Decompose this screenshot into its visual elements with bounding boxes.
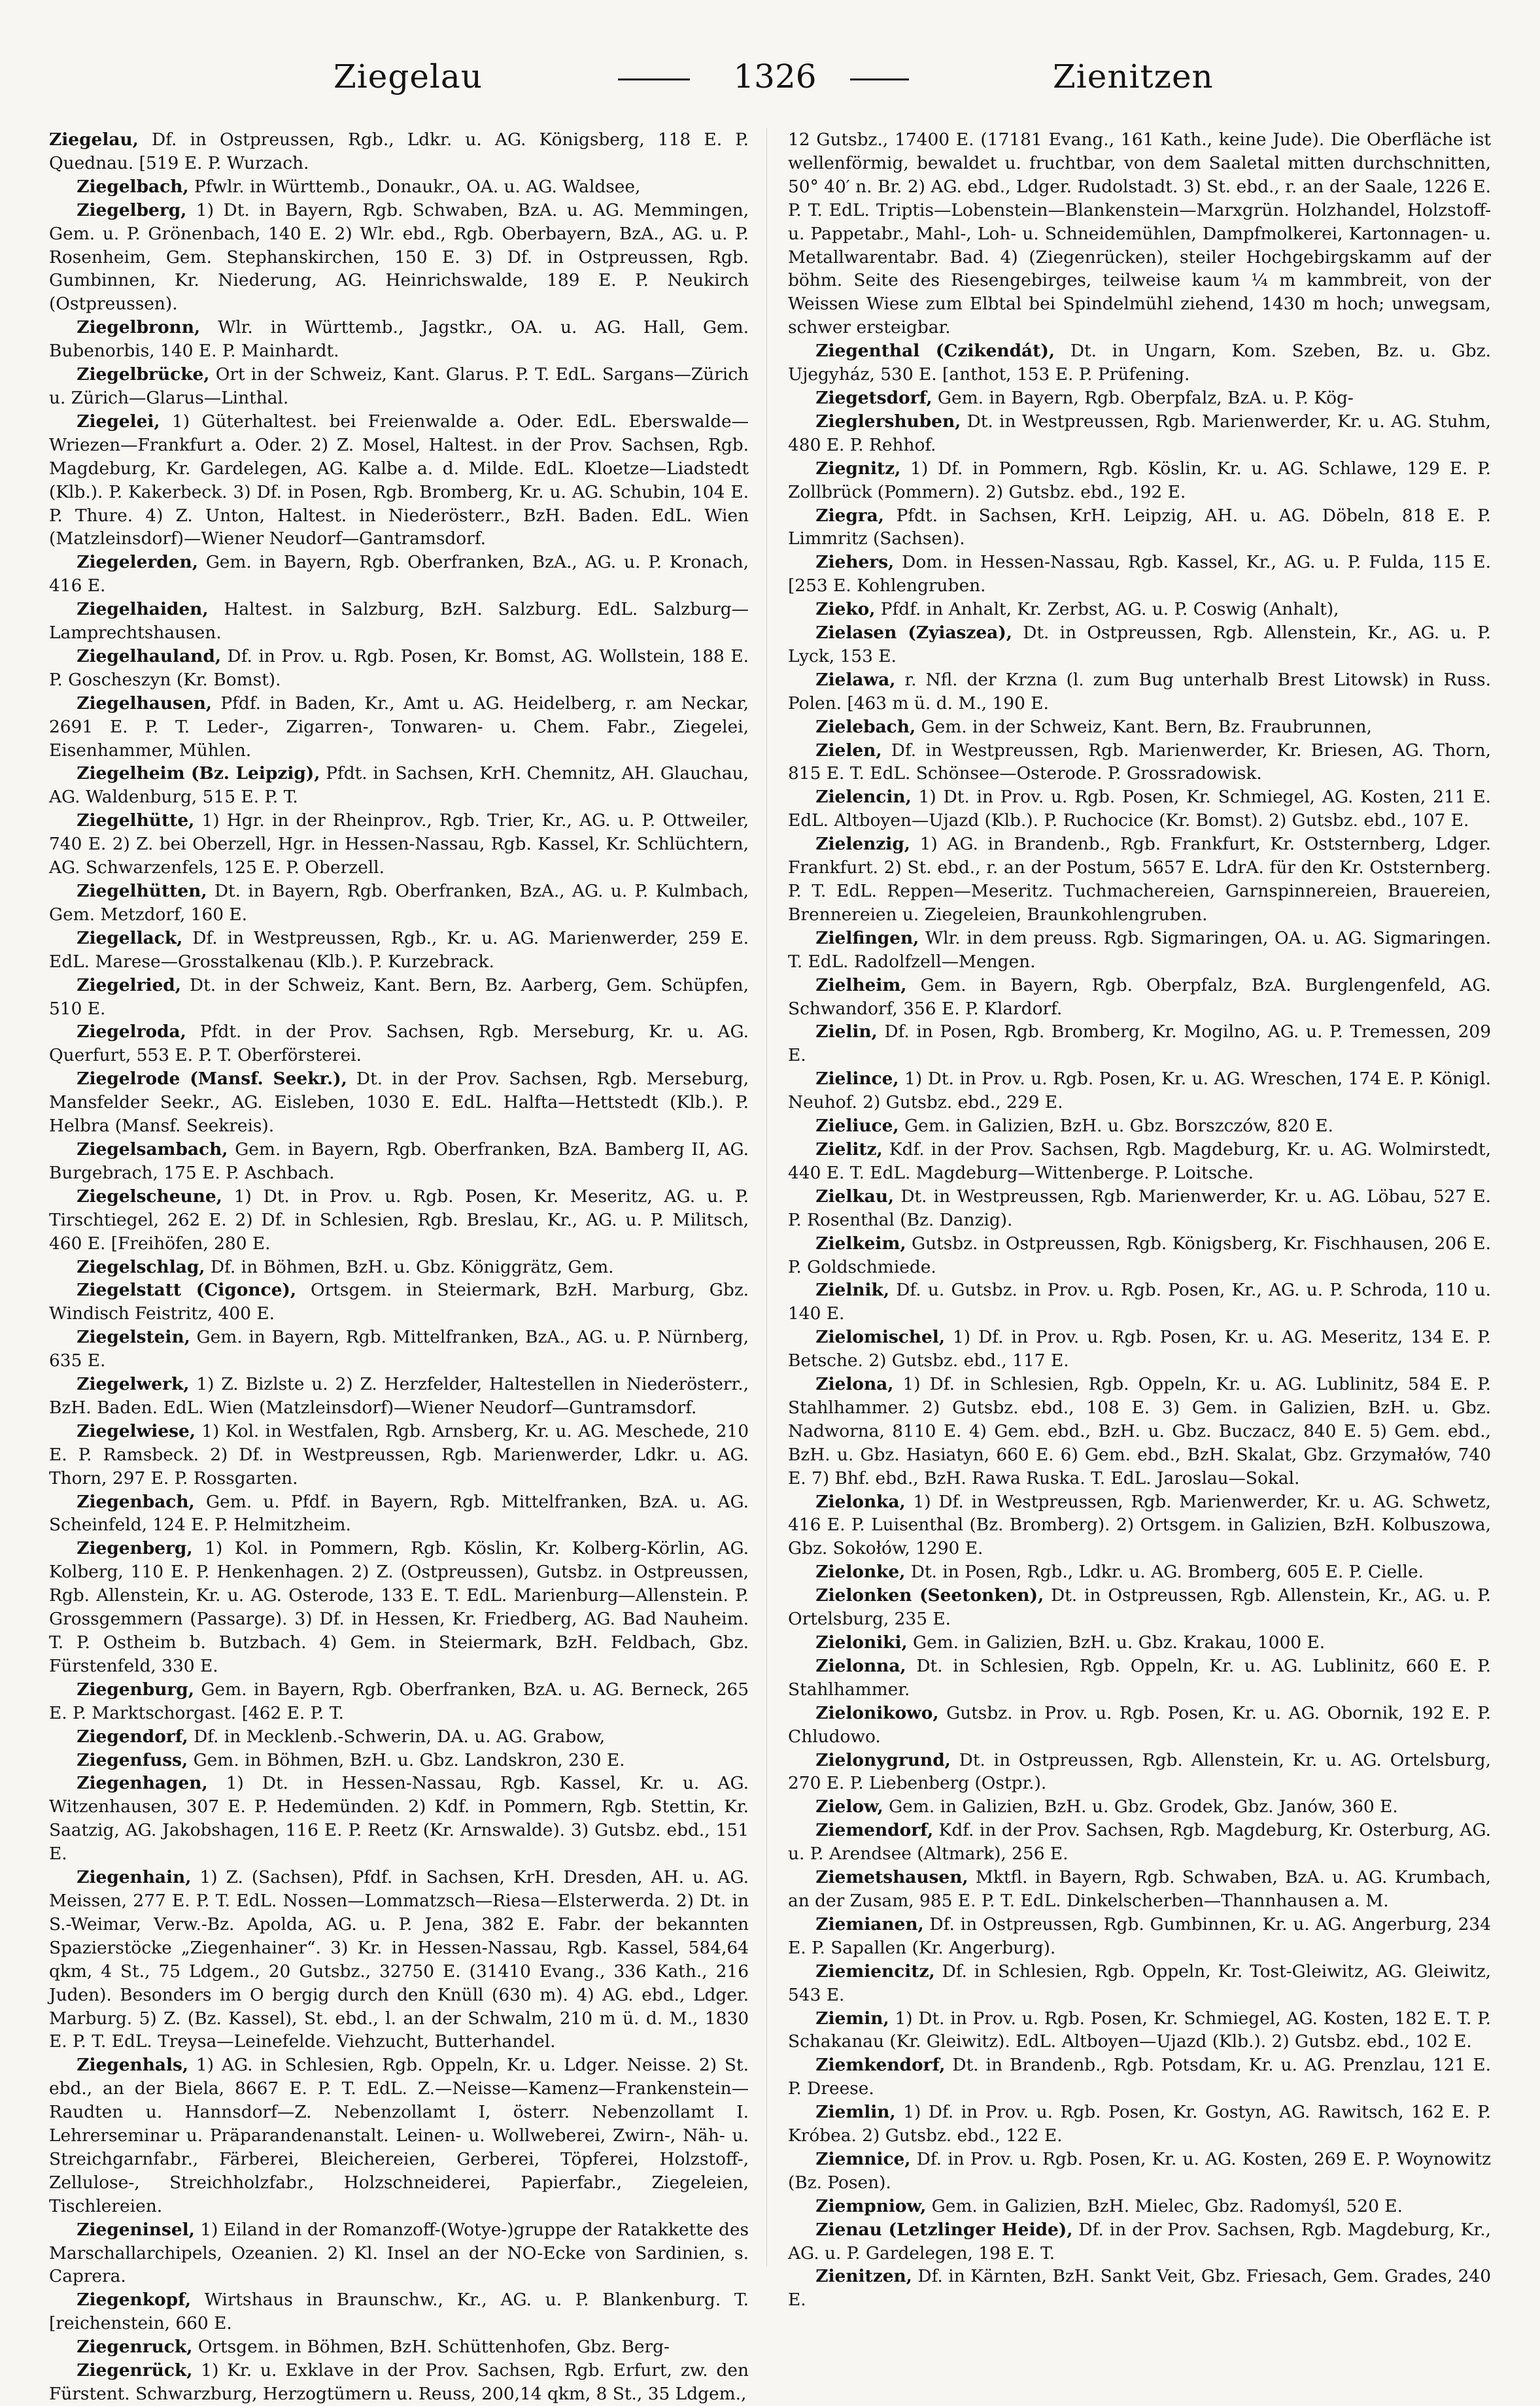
dictionary-entry [49,809,749,880]
dictionary-entry [788,621,1491,668]
entry-headword: Ziemkendorf, [815,2055,946,2076]
entry-headword: Ziegelwerk, [77,1374,190,1395]
entry-text: 1) Dt. in Prov. u. Rgb. Posen, Kr. Schmiegel, AG. Kosten, 182 E. T. P. Schakanau (Kr. Gleiwitz). EdL. Altboyen—Ujazd (Klb.). 2) Gutsbz. ebd., 102 E. [788,2008,1491,2052]
entry-headword: Zielkau, [815,1186,895,1207]
entry-text: 1) AG. in Schlesien, Rgb. Oppeln, Kr. u. Ldger. Neisse. 2) St. ebd., an der Biela, 8667 E. P. T. EdL. Z.—Neisse—Kamenz—Frankenstein—Raudten u. Hannsdorf—Z. Nebenzollamt I, österr. Nebenzollamt I. Lehrerseminar u. Präparandenanstalt. Leinen- u. Wollweberei, Zwirn-, Näh- u. Streichgarnfabr., Färberei, Bleichereien, Gerberei, Töpferei, Holzstoff-, Zellulose-, Streichholzfabr., Holzschneiderei, Papierfabr., Ziegeleien, Tischlereien. [49,2055,749,2216]
entry-headword: Ziegenhagen, [77,1773,208,1794]
dictionary-entry [49,2218,749,2289]
entry-headword: Zielheim, [815,974,907,995]
entry-text: Gem. in Bayern, Rgb. Oberpfalz, BzA. Burglengenfeld, AG. Schwandorf, 356 E. P. Klardorf. [788,974,1491,1019]
entry-headword: Zieloniki, [815,1632,908,1653]
entry-text: 1) Hgr. in der Rheinprov., Rgb. Trier, Kr., AG. u. P. Ottweiler, 740 E. 2) Z. bei Oberzell, Hgr. in Hessen-Nassau, Rgb. Kassel, Kr. Schlüchtern, AG. Schwarzenfels, 125 E. P. Oberzell. [49,810,749,878]
left-column [49,128,749,2404]
dictionary-entry [788,457,1491,504]
entry-headword: Ziegenruck, [77,2337,193,2358]
entry-text: Gutsbz. in Prov. u. Rgb. Posen, Kr. u. AG. Obornik, 192 E. P. Chludowo. [788,1702,1492,1747]
entry-headword: Ziegelhaiden, [77,599,209,620]
entry-headword: Ziemin, [815,2008,889,2029]
entry-headword: Zielow, [815,1796,883,1817]
right-column [788,128,1492,2311]
dictionary-entry [49,645,749,692]
dictionary-entry [49,1185,749,1256]
dictionary-entry [49,2288,749,2335]
entry-text: Df. u. Gutsbz. in Prov. u. Rgb. Posen, Kr., AG. u. P. Schroda, 110 u. 140 E. [788,1280,1491,1324]
dictionary-entry [788,1020,1491,1067]
dictionary-entry [788,785,1491,833]
dictionary-entry [788,1960,1491,2007]
entry-text: Gem. in Böhmen, BzH. u. Gbz. Landskron, 230 E. [193,1749,625,1770]
dictionary-entry [49,1537,749,1677]
entry-text: 1) Df. in Pommern, Rgb. Köslin, Kr. u. AG. Schlawe, 129 E. P. Zollbrück (Pommern). 2) Gutsbz. ebd., 192 E. [788,458,1491,502]
entry-headword: Zielitz, [815,1139,883,1160]
entry-headword: Ziegenberg, [77,1538,193,1559]
entry-text: Kdf. in der Prov. Sachsen, Rgb. Magdeburg, Kr. Osterburg, AG. u. P. Arendsee (Altmark), 256 E. [788,1820,1491,1865]
entry-text: Df. in Westpreussen, Rgb., Kr. u. AG. Marienwerder, 259 E. EdL. Marese—Grosstalkenau (Klb.). P. Kurzebrack. [49,927,749,972]
entry-text: Df. in Westpreussen, Rgb. Marienwerder, Kr. Briesen, AG. Thorn, 815 E. T. EdL. Schönsee—Osterode. P. Grossradowisk. [788,740,1492,784]
entry-text: 1) Df. in Prov. u. Rgb. Posen, Kr. Gostyn, AG. Rawitsch, 162 E. P. Króbea. 2) Gutsbz. ebd., 122 E. [788,2102,1492,2146]
entry-headword: Ziemiencitz, [815,1961,935,1982]
running-head-left: Ziegelau [334,58,483,95]
entry-headword: Ziemetshausen, [815,1867,968,1888]
entry-text: Gem. u. Pfdf. in Bayern, Rgb. Mittelfranken, BzA. u. AG. Scheinfeld, 124 E. P. Helmitzheim. [49,1491,749,1536]
dictionary-entry [49,692,749,763]
entry-text: Wlr. in dem preuss. Rgb. Sigmaringen, OA. u. AG. Sigmaringen. T. EdL. Radolfzell—Mengen. [788,927,1491,972]
dictionary-entry [788,1819,1491,1866]
dictionary-entry [49,1678,749,1725]
entry-text: Df. in Prov. u. Rgb. Posen, Kr. u. AG. Kosten, 269 E. P. Woynowitz (Bz. Posen). [788,2148,1491,2193]
entry-headword: Ziegelhauland, [77,645,222,666]
entry-text: 1) Df. in Westpreussen, Rgb. Marienwerder, Kr. u. AG. Schwetz, 416 E. P. Luisenthal (Bz. Bromberg). 2) Ortsgem. in Galizien, BzH. Kolbuszowa, Gbz. Sokołów, 1290 E. [788,1491,1492,1559]
dictionary-entry [788,1232,1491,1279]
entry-headword: Ziegenthal (Czikendát), [815,341,1055,362]
entry-text: Dt. in Brandenb., Rgb. Potsdam, Kr. u. AG. Prenzlau, 121 E. P. Dreese. [788,2055,1491,2099]
dictionary-entry [788,504,1491,551]
entry-headword: Ziegelschlag, [77,1256,205,1277]
entry-text: Dt. in Posen, Rgb., Ldkr. u. AG. Bromberg, 605 E. P. Cielle. [910,1562,1424,1583]
entry-text: Df. in der Prov. Sachsen, Rgb. Magdeburg, Kr., AG. u. P. Gardelegen, 198 E. T. [788,2219,1491,2263]
entry-text: Gem. in Galizien, BzH. Mielec, Gbz. Radomyśl, 520 E. [931,2195,1403,2216]
header-dash-left [618,78,690,80]
entry-headword: Zielawa, [815,669,896,690]
entry-text: 1) Dt. in Prov. u. Rgb. Posen, Kr. u. AG. Wreschen, 174 E. P. Königl. Neuhof. 2) Gutsbz. ebd., 229 E. [788,1069,1491,1113]
entry-headword: Ziegelroda, [77,1022,186,1042]
dictionary-entry [49,1772,749,1866]
entry-headword: Zielasen (Zyiaszea), [815,623,1012,644]
entry-text: Dt. in Westpreussen, Rgb. Marienwerder, Kr. u. AG. Stuhm, 480 E. P. Rehhof. [788,411,1492,455]
entry-headword: Ziegenburg, [77,1679,194,1700]
dictionary-entry [788,739,1491,786]
entry-headword: Zielebach, [815,716,916,737]
entry-headword: Zielona, [815,1374,894,1395]
entry-text: Df. in Ostpreussen, Rgb., Ldkr. u. AG. Königsberg, 118 E. P. Quednau. [519 E. P. Wurzach. [49,129,749,173]
entry-headword: Ziemlin, [815,2102,896,2123]
entry-headword: Zieglershuben, [815,411,961,432]
dictionary-entry [788,598,1491,621]
entry-headword: Ziegellack, [77,927,183,948]
entry-text: 1) Dt. in Hessen-Nassau, Rgb. Kassel, Kr. u. AG. Witzenhausen, 307 E. P. Hedemünden. 2) Kdf. in Pommern, Rgb. Stettin, Kr. Saatzig, AG. Jakobshagen, 116 E. P. Reetz (Kr. Arnswalde). 3) Gutsbz. ebd., 151 E. [49,1773,749,1865]
entry-text: Pfdt. in Sachsen, KrH. Chemnitz, AH. Glauchau, AG. Waldenburg, 515 E. P. T. [49,763,749,808]
entry-text: Df. in Mecklenb.-Schwerin, DA. u. AG. Grabow, [194,1726,606,1747]
dictionary-entry [788,1795,1491,1819]
entry-text: 1) AG. in Brandenb., Rgb. Frankfurt, Kr. Oststernberg, Ldger. Frankfurt. 2) St. ebd., r. an der Postum, 5657 E. LdrA. für den Kr. Oststernberg. P. T. EdL. Reppen—Meseritz. Tuchmachereien, Garnspinnereien, Brauereien, Brennereien u. Ziegeleien, Braunkohlengruben. [788,834,1491,925]
entry-headword: Zieliuce, [815,1116,899,1137]
entry-headword: Zielkeim, [815,1233,906,1254]
dictionary-entry [788,410,1491,457]
entry-headword: Ziemianen, [815,1914,924,1934]
entry-text: Ort in der Schweiz, Kant. Glarus. P. T. EdL. Sargans—Zürich u. Zürich—Glarus—Linthal. [49,364,749,408]
entry-headword: Zielonken (Seetonken), [815,1585,1044,1606]
entry-headword: Ziegelbrücke, [77,364,210,385]
entry-text: 1) Dt. in Bayern, Rgb. Schwaben, BzA. u. AG. Memmingen, Gem. u. P. Grönenbach, 140 E. 2) Wlr. ebd., Rgb. Oberbayern, BzA., AG. u. P. Rosenheim, Gem. Stephanskirchen, 150 E. 3) Df. in Ostpreussen, Rgb. Gumbinnen, Kr. Niederung, AG. Heinrichswalde, 189 E. P. Neukirch (Ostpreussen). [49,199,749,315]
entry-text: 1) Z. Bizlste u. 2) Z. Herzfelder, Haltestellen in Niederösterr., BzH. Baden. EdL. Wien (Matzleinsdorf)—Wiener Neudorf—Guntramsdorf. [49,1374,749,1418]
dictionary-entry [49,1279,749,1326]
dictionary-entry [788,2195,1491,2218]
dictionary-entry [788,1138,1491,1185]
dictionary-entry [788,551,1491,598]
dictionary-entry [788,1114,1491,1138]
dictionary-entry [788,128,1491,339]
entry-text: Pfdf. in Anhalt, Kr. Zerbst, AG. u. P. Coswig (Anhalt), [880,599,1339,620]
entry-headword: Ziegenfuss, [77,1749,188,1770]
dictionary-entry [49,199,749,317]
dictionary-entry [788,1067,1491,1114]
entry-headword: Ziegeninsel, [77,2219,195,2240]
dictionary-entry [788,833,1491,927]
entry-headword: Ziegelei, [77,411,160,432]
dictionary-entry [788,1279,1491,1326]
entry-text: Gem. in Bayern, Rgb. Mittelfranken, BzA., AG. u. P. Nürnberg, 635 E. [49,1327,749,1371]
entry-text: Df. in Prov. u. Rgb. Posen, Kr. Bomst, AG. Wollstein, 188 E. P. Goscheszyn (Kr. Bomst). [49,645,749,690]
dictionary-entry [788,1913,1491,1960]
entry-headword: Ziegenbach, [77,1491,195,1512]
entry-text: 12 Gutsbz., 17400 E. (17181 Evang., 161 Kath., keine Jude). Die Oberfläche ist wellenförmig, bewaldet u. fruchtbar, von dem Saaletal mitten durchschnitten, 50° 40′ n. Br. 2) AG. ebd., Ldger. Rudolstadt. 3) St. ebd., r. an der Saale, 1226 E. P. T. EdL. Triptis—Lobenstein—Blankenstein—Marxgrün. Holzhandel, Holzstoff- u. Pappetabr., Mahl-, Loh- u. Schneidemühlen, Dampfmolkerei, Kartonnagen- u. Metallwarentabr. Bad. 4) (Ziegenrücken), steiler Hochgebirgskamm auf der böhm. Seite des Riesengebirges, teilweise kaum ¼ m kammbreit, von der Weissen Wiese zum Elbtal bei Spindelmühl ziehend, 1430 m hoch; unwegsam, schwer ersteigbar. [788,129,1491,338]
entry-text: 1) Df. in Schlesien, Rgb. Oppeln, Kr. u. AG. Lublinitz, 584 E. P. Stahlhammer. 2) Gutsbz. ebd., 108 E. 3) Gem. in Galizien, BzH. u. Gbz. Nadworna, 8110 E. 4) Gem. ebd., BzH. u. Gbz. Buczacz, 840 E. 5) Gem. ebd., BzH. u. Gbz. Hasiatyn, 660 E. 6) Gem. ebd., BzH. Skalat, Gbz. Grzymałów, 740 E. 7) Bhf. ebd., BzH. Rawa Ruska. T. EdL. Jaroslau—Sokal. [788,1374,1492,1488]
entry-text: Dt. in Schlesien, Rgb. Oppeln, Kr. u. AG. Lublinitz, 660 E. P. Stahlhammer. [788,1655,1491,1700]
entry-text: Dt. in Bayern, Rgb. Oberfranken, BzA., AG. u. P. Kulmbach, Gem. Metzdorf, 160 E. [49,881,749,925]
entry-headword: Zielonka, [815,1491,906,1512]
entry-headword: Zielfingen, [815,927,919,948]
dictionary-entry [788,2007,1491,2054]
dictionary-entry [49,175,749,199]
dictionary-entry [49,2054,749,2218]
entry-headword: Ziegelhütte, [77,810,195,831]
entry-headword: Ziegelstein, [77,1327,190,1348]
entry-headword: Zielenzig, [815,834,910,855]
entry-headword: Ziegelsambach, [77,1139,228,1160]
entry-text: Wirtshaus in Braunschw., Kr., AG. u. P. Blankenburg. T. [reichenstein, 660 E. [49,2290,749,2334]
entry-headword: Ziegenrück, [77,2360,193,2381]
entry-text: Df. in Schlesien, Rgb. Oppeln, Kr. Tost-Gleiwitz, AG. Gleiwitz, 543 E. [788,1961,1491,2005]
entry-text: Haltest. in Salzburg, BzH. Salzburg. EdL. Salzburg—Lamprechtshausen. [49,599,749,644]
entry-text: Pfdf. in Baden, Kr., Amt u. AG. Heidelberg, r. am Neckar, 2691 E. P. T. Leder-, Zigarren-, Tonwaren- u. Chem. Fabr., Ziegelei, Eisenhammer, Mühlen. [49,693,749,761]
dictionary-entry [788,927,1491,974]
dictionary-entry [49,363,749,410]
entry-headword: Ziegetsdorf, [815,387,933,408]
entry-text: 1) Dt. in Prov. u. Rgb. Posen, Kr. Meseritz, AG. u. P. Tirschtiegel, 262 E. 2) Df. in Schlesien, Rgb. Breslau, Kr., AG. u. P. Militsch, 460 E. [Freihöfen, 280 E. [49,1186,749,1254]
dictionary-entry [49,1749,749,1772]
entry-headword: Ziehers, [815,552,895,573]
entry-headword: Ziegelstatt (Cigonce), [77,1280,297,1301]
entry-headword: Zienitzen, [815,2266,912,2287]
entry-text: Kdf. in der Prov. Sachsen, Rgb. Magdeburg, Kr. u. AG. Wolmirstedt, 440 E. T. EdL. Magdeburg—Wittenberge. P. Loitsche. [788,1139,1491,1183]
dictionary-entry [49,2359,749,2406]
entry-text: 1) Kol. in Westfalen, Rgb. Arnsberg, Kr. u. AG. Meschede, 210 E. P. Ramsbeck. 2) Df. in Westpreussen, Rgb. Marienwerder, Ldkr. u. AG. Thorn, 297 E. P. Rossgarten. [49,1420,749,1488]
entry-text: Gem. in Bayern, Rgb. Oberpfalz, BzA. u. P. Kög- [937,387,1354,408]
entry-headword: Ziegelau, [49,129,139,150]
entry-text: 1) Dt. in Prov. u. Rgb. Posen, Kr. Schmiegel, AG. Kosten, 211 E. EdL. Altboyen—Ujazd (Klb.). P. Ruchocice (Kr. Bomst). 2) Gutsbz. ebd., 107 E. [788,787,1492,831]
entry-text: r. Nfl. der Krzna (l. zum Bug unterhalb Brest Litowsk) in Russ. Polen. [463 m ü. d. M., 190 E. [788,669,1491,713]
entry-text: Ortsgem. in Böhmen, BzH. Schüttenhofen, Gbz. Berg- [197,2337,670,2358]
entry-headword: Ziegelried, [77,974,181,995]
entry-text: Dt. in Westpreussen, Rgb. Marienwerder, Kr. u. AG. Löbau, 527 E. P. Rosenthal (Bz. Danzig). [788,1186,1491,1230]
entry-text: Dt. in der Prov. Sachsen, Rgb. Merseburg, Mansfelder Seekr., AG. Eisleben, 1030 E. EdL. Halfta—Hettstedt (Klb.). P. Helbra (Mansf. Seekreis). [49,1069,749,1137]
dictionary-entry [49,1420,749,1490]
entry-text: Gem. in Galizien, BzH. u. Gbz. Grodek, Gbz. Janów, 360 E. [889,1796,1398,1817]
dictionary-entry [49,598,749,645]
entry-headword: Ziegenhals, [77,2055,189,2076]
entry-text: 1) Güterhaltest. bei Freienwalde a. Oder. EdL. Eberswalde—Wriezen—Frankfurt a. Oder. 2) Z. Mosel, Haltest. in der Prov. Sachsen, Rgb. Magdeburg, Kr. Gardelegen, AG. Kalbe a. d. Milde. EdL. Kloetze—Liadstedt (Klb.). P. Kakerbeck. 3) Df. in Posen, Rgb. Bromberg, Kr. u. AG. Schubin, 104 E. P. Thure. 4) Z. Unton, Haltest. in Niederösterr., BzH. Baden. EdL. Wien (Matzleinsdorf)—Wiener Neudorf—Gantramsdorf. [49,411,749,549]
dictionary-entry [49,2335,749,2359]
dictionary-entry [49,1373,749,1420]
dictionary-entry [49,1866,749,2054]
entry-text: Df. in Böhmen, BzH. u. Gbz. Königgrätz, Gem. [210,1256,614,1277]
dictionary-entry [49,1138,749,1185]
entry-headword: Zielince, [815,1069,899,1090]
entry-headword: Ziegelberg, [77,199,187,220]
entry-headword: Zielonna, [815,1655,906,1676]
entry-text: Dt. in der Schweiz, Kant. Bern, Bz. Aarberg, Gem. Schüpfen, 510 E. [49,974,749,1019]
entry-headword: Zielonikowo, [815,1702,939,1723]
running-head-right: Zienitzen [1053,58,1214,95]
dictionary-entry [49,880,749,927]
dictionary-entry [49,1067,749,1138]
entry-headword: Zielin, [815,1022,878,1042]
entry-text: Gem. in Bayern, Rgb. Oberfranken, BzA. Bamberg II, AG. Burgebrach, 175 E. P. Aschbach. [49,1139,749,1183]
dictionary-entry [788,1326,1491,1373]
entry-headword: Ziegelwiese, [77,1420,196,1441]
entry-text: 1) Df. in Prov. u. Rgb. Posen, Kr. u. AG. Meseritz, 134 E. P. Betsche. 2) Gutsbz. ebd., 117 E. [788,1327,1491,1371]
page-number: 1326 [733,58,817,95]
dictionary-entry [49,762,749,809]
dictionary-entry [788,1560,1491,1584]
entry-text: Pfdt. in der Prov. Sachsen, Rgb. Merseburg, Kr. u. AG. Querfurt, 553 E. P. T. Oberförsterei. [49,1022,749,1066]
column-divider [766,128,767,2267]
entry-headword: Zielonke, [815,1562,906,1583]
entry-text: Gem. in Bayern, Rgb. Oberfranken, BzA., AG. u. P. Kronach, 416 E. [49,552,749,596]
entry-headword: Ziegenkopf, [77,2290,192,2311]
dictionary-entry [49,927,749,974]
entry-headword: Zieko, [815,599,876,620]
entry-text: Dt. in Ungarn, Kom. Szeben, Bz. u. Gbz. Ujegyház, 530 E. [anthot, 153 E. P. Prüfening. [788,341,1491,385]
dictionary-entry [788,1584,1491,1631]
dictionary-entry [788,2218,1491,2265]
entry-headword: Ziegelhütten, [77,881,207,901]
entry-headword: Zienau (Letzlinger Heide), [815,2219,1073,2240]
dictionary-entry [788,2101,1491,2148]
entry-text: Gem. in Galizien, BzH. u. Gbz. Borszczów, 820 E. [904,1116,1333,1137]
dictionary-entry [788,668,1491,715]
entry-text: Df. in Kärnten, BzH. Sankt Veit, Gbz. Friesach, Gem. Grades, 240 E. [788,2266,1491,2311]
entry-headword: Ziegelscheune, [77,1186,222,1207]
entry-headword: Ziegelhausen, [77,693,213,713]
dictionary-entry [788,1749,1491,1796]
entry-text: Gem. in der Schweiz, Kant. Bern, Bz. Fraubrunnen, [921,716,1373,737]
dictionary-entry [788,1185,1491,1232]
entry-headword: Zielen, [815,740,882,761]
entry-headword: Ziegelrode (Mansf. Seekr.), [77,1069,347,1090]
entry-text: Mktfl. in Bayern, Rgb. Schwaben, BzA. u. AG. Krumbach, an der Zusam, 985 E. P. T. EdL. Dinkelscherben—Thannhausen a. M. [788,1867,1491,1911]
entry-text: Gutsbz. in Ostpreussen, Rgb. Königsberg, Kr. Fischhausen, 206 E. P. Goldschmiede. [788,1233,1492,1277]
dictionary-entry [788,1631,1491,1655]
entry-text: Df. in Ostpreussen, Rgb. Gumbinnen, Kr. u. AG. Angerburg, 234 E. P. Sapallen (Kr. Angerburg). [788,1914,1491,1958]
entry-text: Pfdt. in Sachsen, KrH. Leipzig, AH. u. AG. Döbeln, 818 E. P. Limmritz (Sachsen). [788,505,1492,549]
dictionary-entry [49,1256,749,1279]
entry-text: Wlr. in Württemb., Jagstkr., OA. u. AG. Hall, Gem. Bubenorbis, 140 E. P. Mainhardt. [49,317,749,362]
entry-text: 1) Kol. in Pommern, Rgb. Köslin, Kr. Kolberg-Körlin, AG. Kolberg, 110 E. P. Henkenhagen. 2) Z. (Ostpreussen), Gutsbz. in Ostpreussen, Rgb. Allenstein, Kr. u. AG. Osterode, 133 E. T. EdL. Marienburg—Allenstein. P. Grossgemmern (Passarge). 3) Df. in Hessen, Kr. Friedberg, AG. Bad Nauheim. T. P. Ostheim b. Butzbach. 4) Gem. in Steiermark, BzH. Feldbach, Gbz. Fürstenfeld, 330 E. [49,1538,749,1676]
dictionary-entry [788,1373,1491,1490]
dictionary-entry [788,2054,1491,2101]
entry-text: 1) Z. (Sachsen), Pfdf. in Sachsen, KrH. Dresden, AH. u. AG. Meissen, 277 E. P. T. EdL. Nossen—Lommatzsch—Riesa—Elsterwerda. 2) Dt. in S.-Weimar, Verw.-Bz. Apolda, AG. u. P. Jena, 382 E. Fabr. der bekannten Spazierstöcke „Ziegenhainer“. 3) Kr. in Hessen-Nassau, Rgb. Kassel, 584,64 qkm, 4 St., 75 Ldgem., 20 Gutsbz., 32750 E. (31410 Evang., 336 Kath., 216 Juden). Besonders im O bergig durch den Knüll (630 m). 4) AG. ebd., Ldger. Marburg. 5) Z. (Bz. Kassel), St. ebd., l. an der Schwalm, 210 m ü. d. M., 1830 E. P. T. EdL. Treysa—Leinefelde. Viehzucht, Butterhandel. [49,1867,749,2052]
entry-text: Dt. in Ostpreussen, Rgb. Allenstein, Kr., AG. u. P. Lyck, 153 E. [788,623,1491,666]
dictionary-entry [788,715,1491,739]
entry-headword: Ziegra, [815,505,884,526]
entry-headword: Ziemnice, [815,2148,911,2169]
dictionary-entry [49,1020,749,1067]
entry-text: 1) Eiland in der Romanzoff-(Wotye-)gruppe der Ratakkette des Marschallarchipels, Ozeanien. 2) Kl. Insel an der NO-Ecke von Sardinien, s. Caprera. [49,2219,749,2287]
entry-headword: Zielencin, [815,787,912,808]
entry-headword: Ziegelbach, [77,176,189,197]
dictionary-entry [788,339,1491,387]
entry-headword: Zielnik, [815,1280,890,1301]
entry-headword: Ziegelerden, [77,552,198,573]
entry-headword: Ziegendorf, [77,1726,188,1747]
dictionary-entry [49,974,749,1021]
entry-text: Gem. in Galizien, BzH. u. Gbz. Krakau, 1000 E. [913,1632,1326,1653]
entry-headword: Ziegenhain, [77,1867,192,1888]
entry-text: Gem. in Bayern, Rgb. Oberfranken, BzA. u. AG. Berneck, 265 E. P. Marktschorgast. [462 E. P. T. [49,1679,749,1723]
dictionary-entry [49,128,749,175]
entry-headword: Ziegelheim (Bz. Leipzig), [77,763,320,784]
dictionary-entry [788,1866,1491,1913]
entry-text: Dt. in Ostpreussen, Rgb. Allenstein, Kr., AG. u. P. Ortelsburg, 235 E. [788,1585,1492,1630]
dictionary-entry [788,387,1491,410]
dictionary-entry [49,551,749,598]
entry-headword: Ziempniow, [815,2195,927,2216]
dictionary-entry [49,1326,749,1373]
dictionary-entry [788,1655,1491,1702]
dictionary-entry [49,1725,749,1749]
entry-headword: Ziegnitz, [815,458,901,479]
dictionary-entry [788,974,1491,1021]
entry-text: Pfwlr. in Württemb., Donaukr., OA. u. AG. Waldsee, [194,176,641,197]
dictionary-entry [49,1490,749,1538]
entry-text: Dt. in Ostpreussen, Rgb. Allenstein, Kr. u. AG. Ortelsburg, 270 E. P. Liebenberg (Ostpr.). [788,1749,1492,1794]
dictionary-entry [49,316,749,363]
entry-text: Df. in Posen, Rgb. Bromberg, Kr. Mogilno, AG. u. P. Tremessen, 209 E. [788,1022,1492,1066]
page-header [0,58,1540,116]
dictionary-entry [49,410,749,551]
entry-headword: Ziegelbronn, [77,317,201,338]
entry-headword: Ziemendorf, [815,1820,934,1841]
entry-text: 1) Kr. u. Exklave in der Prov. Sachsen, Rgb. Erfurt, zw. den Fürstent. Schwarzburg, Herzogtümern u. Reuss, 200,14 qkm, 8 St., 35 Ldgem., [49,2360,749,2404]
dictionary-entry [788,2265,1491,2312]
dictionary-entry [788,1490,1491,1561]
entry-headword: Zielonygrund, [815,1749,951,1770]
dictionary-entry [788,1702,1491,1749]
entry-text: Dom. in Hessen-Nassau, Rgb. Kassel, Kr., AG. u. P. Fulda, 115 E. [253 E. Kohlengruben. [788,552,1491,596]
dictionary-entry [788,2148,1491,2195]
header-dash-right [850,78,909,80]
entry-text: Ortsgem. in Steiermark, BzH. Marburg, Gbz. Windisch Feistritz, 400 E. [49,1280,749,1324]
entry-headword: Zielomischel, [815,1327,946,1348]
